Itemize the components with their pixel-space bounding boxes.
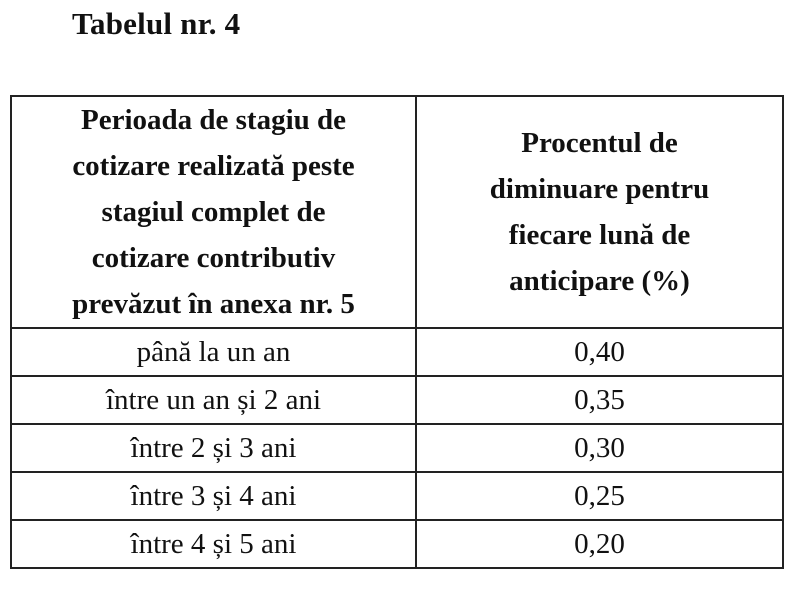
perioada-cell: între un an și 2 ani [11, 376, 416, 424]
table-row [11, 424, 783, 472]
header-perioada-stagiu: Perioada de stagiu de cotizare realizată peste stagiul complet de cotizare contributiv prevăzut în anexa nr. 5 [11, 96, 416, 328]
perioada-cell: între 2 și 3 ani [11, 424, 416, 472]
table-row [11, 472, 783, 520]
procent-cell: 0,30 [416, 424, 783, 472]
table-row [11, 328, 783, 376]
table-title: Tabelul nr. 4 [72, 6, 241, 41]
procent-cell: 0,35 [416, 376, 783, 424]
procent-cell: 0,20 [416, 520, 783, 568]
table-header-row [11, 96, 783, 328]
diminuare-table [10, 95, 784, 569]
procent-cell: 0,40 [416, 328, 783, 376]
perioada-cell: între 4 și 5 ani [11, 520, 416, 568]
procent-cell: 0,25 [416, 472, 783, 520]
perioada-cell: între 3 și 4 ani [11, 472, 416, 520]
header-procent-diminuare: Procentul de diminuare pentru fiecare lună de anticipare (%) [416, 96, 783, 328]
perioada-cell: până la un an [11, 328, 416, 376]
table-row [11, 520, 783, 568]
table-row [11, 376, 783, 424]
